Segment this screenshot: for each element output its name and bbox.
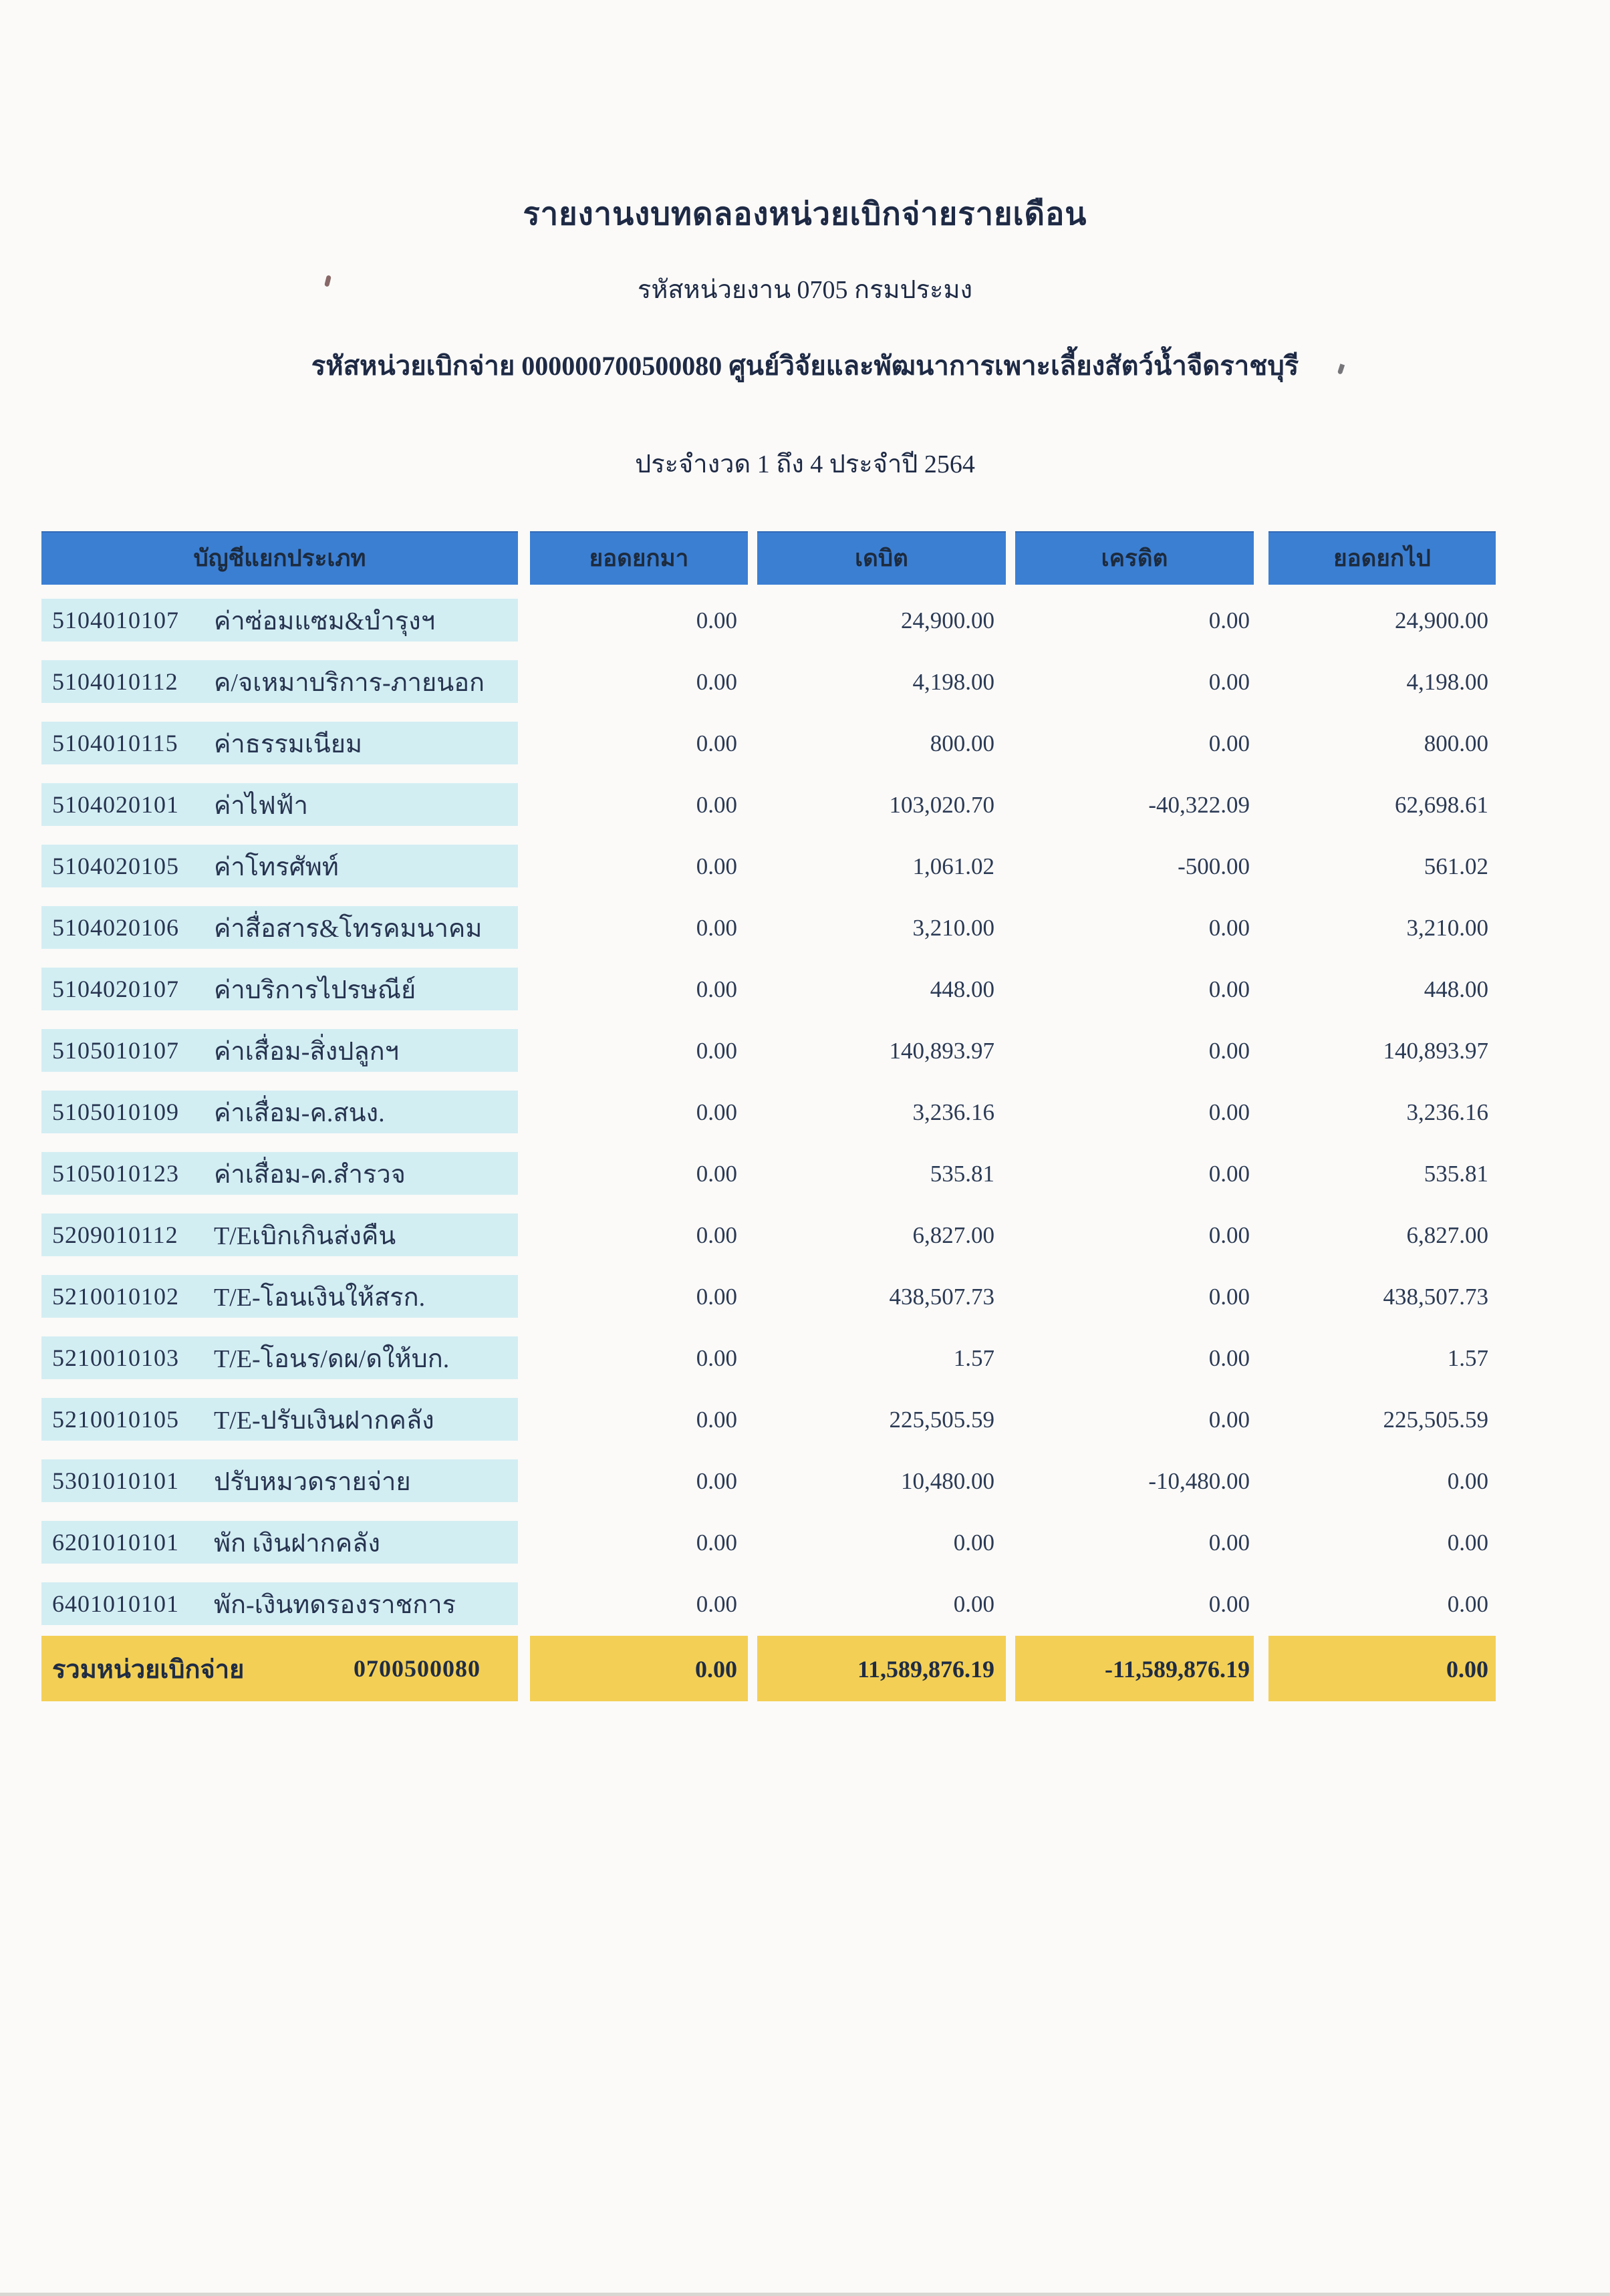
opening-balance-cell: 0.00 [696,915,737,941]
closing-balance-cell: 561.02 [1424,853,1488,879]
total-unit-code: 0700500080 [354,1655,481,1682]
table-row [41,589,1496,651]
account-cell [41,1275,518,1318]
opening-balance-cell: 0.00 [696,853,737,879]
account-cell [41,722,518,764]
debit-cell: 140,893.97 [889,1038,994,1064]
closing-balance-cell: 1.57 [1447,1345,1488,1371]
account-name: T/E-ปรับเงินฝากคลัง [214,1406,434,1435]
account-code: 5104020105 [52,853,179,879]
closing-balance-cell: 0.00 [1447,1530,1488,1556]
opening-balance-cell: 0.00 [696,1407,737,1433]
credit-cell: 0.00 [1208,1591,1250,1617]
credit-cell: 0.00 [1208,915,1250,941]
credit-cell: 0.00 [1208,607,1250,633]
opening-balance-cell: 0.00 [696,1099,737,1125]
table-body [41,589,1496,1634]
account-code: 5105010107 [52,1037,179,1064]
header-debit-column: เดบิต [757,531,1006,585]
account-code: 5104010112 [52,668,178,695]
account-cell [41,783,518,826]
table-row [41,1020,1496,1081]
account-code: 5104010115 [52,730,178,756]
period-line: ประจำงวด 1 ถึง 4 ประจำปี 2564 [635,450,975,478]
header-account-column: บัญชีแยกประเภท [41,531,518,585]
account-name: ค่าธรรมเนียม [214,730,363,758]
closing-balance-cell: 0.00 [1447,1591,1488,1617]
credit-cell: 0.00 [1208,1407,1250,1433]
account-code: 5104020106 [52,914,179,941]
opening-balance-cell: 0.00 [696,1161,737,1187]
debit-cell: 10,480.00 [901,1468,994,1494]
debit-cell: 0.00 [953,1530,994,1556]
closing-balance-cell: 3,236.16 [1406,1099,1488,1125]
account-cell [41,1213,518,1256]
debit-cell: 6,827.00 [912,1222,994,1248]
debit-cell: 1,061.02 [912,853,994,879]
closing-balance-cell: 140,893.97 [1383,1038,1488,1064]
account-cell [41,1398,518,1441]
debit-cell: 103,020.70 [889,792,994,818]
debit-cell: 225,505.59 [889,1407,994,1433]
opening-balance-cell: 0.00 [696,1222,737,1248]
header-opening-balance-column: ยอดยกมา [530,531,748,585]
table-row [41,774,1496,835]
total-account-cell [41,1636,518,1701]
debit-cell: 3,236.16 [912,1099,994,1125]
closing-balance-cell: 62,698.61 [1395,792,1488,818]
closing-balance-cell: 24,900.00 [1395,607,1488,633]
debit-cell: 535.81 [930,1161,994,1187]
table-row [41,958,1496,1020]
account-code: 6201010101 [52,1529,179,1556]
closing-balance-cell: 535.81 [1424,1161,1488,1187]
opening-balance-cell: 0.00 [696,1591,737,1617]
table-row [41,1512,1496,1573]
account-name: T/E-โอนเงินให้สรก. [214,1283,426,1312]
debit-cell: 800.00 [930,730,994,756]
account-cell [41,1091,518,1133]
account-code: 5104020107 [52,976,179,1002]
disbursing-unit-line: รหัสหน่วยเบิกจ่าย 000000700500080 ศูนย์วิจัยและพัฒนาการเพาะเลี้ยงสัตว์น้ำจืดราชบุรี [311,351,1299,381]
account-cell [41,845,518,887]
credit-cell: 0.00 [1208,1345,1250,1371]
opening-balance-cell: 0.00 [696,607,737,633]
account-code: 5105010123 [52,1160,179,1187]
opening-balance-cell: 0.00 [696,792,737,818]
table-row [41,1327,1496,1389]
debit-cell: 4,198.00 [912,669,994,695]
account-name: ปรับหมวดรายจ่าย [214,1467,411,1496]
table-row [41,835,1496,897]
account-code: 5105010109 [52,1099,179,1125]
credit-cell: -10,480.00 [1148,1468,1250,1494]
credit-cell: -40,322.09 [1148,792,1250,818]
account-cell [41,599,518,641]
account-name: ค่าเสื่อม-ค.สำรวจ [214,1160,406,1189]
account-cell [41,1521,518,1564]
opening-balance-cell: 0.00 [696,1038,737,1064]
account-name: พัก เงินฝากคลัง [214,1529,380,1558]
account-name: ค่าบริการไปรษณีย์ [214,976,416,1004]
opening-balance-cell: 0.00 [696,1345,737,1371]
account-name: พัก-เงินทดรองราชการ [214,1590,456,1619]
account-name: T/Eเบิกเกินส่งคืน [214,1222,396,1250]
table-row [41,1266,1496,1327]
account-cell [41,660,518,703]
account-code: 5104020101 [52,791,179,818]
account-code: 5104010107 [52,607,179,633]
opening-balance-cell: 0.00 [696,976,737,1002]
report-title: รายงานงบทดลองหน่วยเบิกจ่ายรายเดือน [523,197,1087,232]
scan-bottom-edge [0,2293,1610,2296]
account-code: 5210010105 [52,1406,179,1433]
credit-cell: 0.00 [1208,730,1250,756]
account-cell [41,1336,518,1379]
debit-cell: 3,210.00 [912,915,994,941]
table-row [41,1573,1496,1634]
closing-balance-cell: 4,198.00 [1406,669,1488,695]
account-name: ค่าสื่อสาร&โทรคมนาคม [214,914,483,943]
header-closing-balance-column: ยอดยกไป [1268,531,1496,585]
credit-cell: 0.00 [1208,1222,1250,1248]
credit-cell: 0.00 [1208,976,1250,1002]
table-header-row [41,531,1496,585]
table-row [41,897,1496,958]
account-name: ค่าโทรศัพท์ [214,853,339,881]
closing-balance-cell: 225,505.59 [1383,1407,1488,1433]
account-cell [41,1459,518,1502]
total-label: รวมหน่วยเบิกจ่าย [52,1655,245,1684]
debit-cell: 448.00 [930,976,994,1002]
account-cell [41,1582,518,1625]
closing-balance-cell: 438,507.73 [1383,1284,1488,1310]
header-credit-column: เครดิต [1015,531,1254,585]
credit-cell: 0.00 [1208,1038,1250,1064]
account-cell [41,1029,518,1072]
account-code: 6401010101 [52,1590,179,1617]
account-cell [41,968,518,1010]
account-cell [41,1152,518,1195]
total-credit-cell: -11,589,876.19 [1015,1636,1254,1701]
account-name: ค่าเสื่อม-สิ่งปลูกฯ [214,1037,399,1066]
trial-balance-table [41,531,1496,1701]
account-cell [41,906,518,949]
opening-balance-cell: 0.00 [696,730,737,756]
table-row [41,1389,1496,1450]
closing-balance-cell: 3,210.00 [1406,915,1488,941]
closing-balance-cell: 448.00 [1424,976,1488,1002]
debit-cell: 438,507.73 [889,1284,994,1310]
credit-cell: -500.00 [1178,853,1250,879]
debit-cell: 0.00 [953,1591,994,1617]
credit-cell: 0.00 [1208,1099,1250,1125]
total-closing-cell: 0.00 [1268,1636,1496,1701]
opening-balance-cell: 0.00 [696,1530,737,1556]
closing-balance-cell: 6,827.00 [1406,1222,1488,1248]
account-code: 5209010112 [52,1222,178,1248]
agency-code-line: รหัสหน่วยงาน 0705 กรมประมง [637,276,973,304]
table-row [41,1143,1496,1204]
credit-cell: 0.00 [1208,1284,1250,1310]
closing-balance-cell: 0.00 [1447,1468,1488,1494]
table-row [41,1450,1496,1512]
table-row [41,651,1496,712]
total-row [41,1636,1496,1701]
account-code: 5301010101 [52,1467,179,1494]
account-name: ค่าไฟฟ้า [214,791,309,820]
account-name: ค่าเสื่อม-ค.สนง. [214,1099,385,1127]
account-name: ค/จเหมาบริการ-ภายนอก [214,668,485,697]
debit-cell: 24,900.00 [901,607,994,633]
table-row [41,712,1496,774]
account-code: 5210010103 [52,1344,179,1371]
table-row [41,1081,1496,1143]
opening-balance-cell: 0.00 [696,669,737,695]
opening-balance-cell: 0.00 [696,1468,737,1494]
debit-cell: 1.57 [953,1345,994,1371]
account-name: ค่าซ่อมแซม&บำรุงฯ [214,607,436,635]
credit-cell: 0.00 [1208,1161,1250,1187]
account-name: T/E-โอนร/ดผ/ดให้บก. [214,1344,450,1373]
total-debit-cell: 11,589,876.19 [757,1636,1006,1701]
credit-cell: 0.00 [1208,669,1250,695]
total-opening-cell: 0.00 [530,1636,748,1701]
credit-cell: 0.00 [1208,1530,1250,1556]
account-code: 5210010102 [52,1283,179,1310]
table-row [41,1204,1496,1266]
opening-balance-cell: 0.00 [696,1284,737,1310]
closing-balance-cell: 800.00 [1424,730,1488,756]
